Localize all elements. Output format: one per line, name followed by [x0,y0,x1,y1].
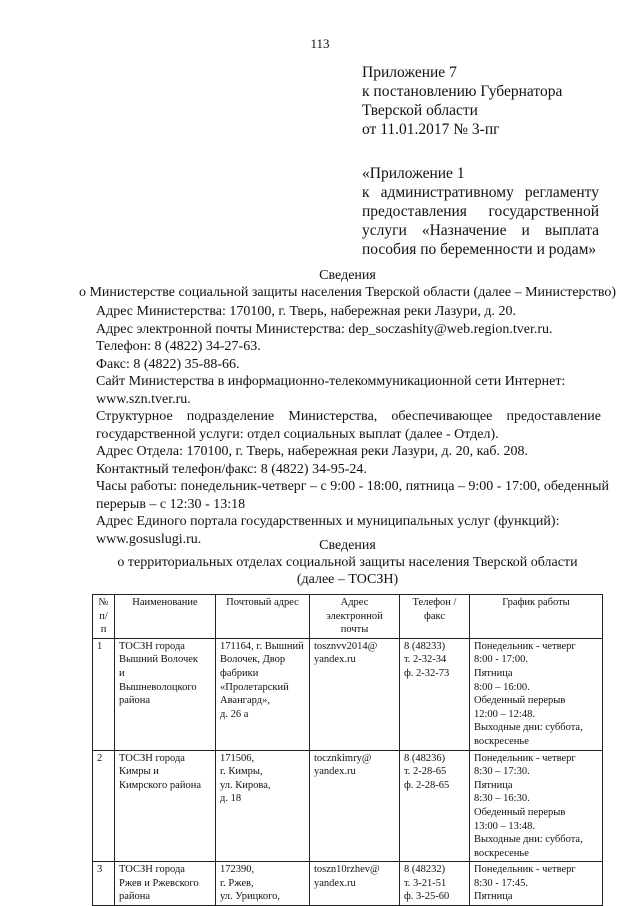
cell-line: Авангард», [220,695,270,707]
cell-line: Вышневолоцкого [119,681,197,693]
cell-line: Пятница [474,667,513,679]
cell-email [310,862,400,906]
tosz-section-title: Сведения [319,538,376,553]
cell-line: воскресенье [474,735,529,747]
cell-line: Выходные дни: суббота, [474,722,583,734]
ministry-fax: Факс: 8 (4822) 35-88-66. [96,356,240,372]
cell-line: электронной [326,610,383,622]
header-address [216,595,310,639]
ministry-phone: Телефон: 8 (4822) 34-27-63. [96,339,261,354]
ministry-section-subtitle: о Министерстве социальной защиты населения Тверской области (далее – Министерство) [78,285,617,300]
cell-line: № [98,597,109,608]
cell-line: 8:30 - 17:45. [474,877,528,889]
structural-unit-line: Структурное подразделение Министерства, обеспечивающее предоставление [96,409,601,424]
appendix-ref-line: «Приложение 1 [362,165,465,182]
department-address: Адрес Отдела: 170100, г. Тверь, набережная реки Лазури, д. 20, каб. 208. [96,444,529,459]
cell-line: Обеденный перерыв [474,695,566,707]
appendix-ref-line: предоставления государственной [362,203,599,220]
cell-line: Кимрского района [119,779,201,791]
cell-line: 8:00 - 17:00. [474,654,528,666]
cell-line: 8 (48236) [404,752,446,764]
appendix-ref-line: услуги «Назначение и выплата [362,222,599,239]
tosz-section-subtitle: (далее – ТОСЗН) [296,572,399,587]
working-hours: Часы работы: понедельник-четверг – с 9:00 - 18:00, пятница – 9:00 - 17:00, обеденный [96,479,610,494]
cell-address [216,862,310,906]
cell-line: Кимры и [119,766,159,778]
cell-schedule [470,638,603,750]
cell-line: ТОСЗН города [119,864,185,876]
cell-line: Наименование [132,597,198,608]
cell-line: 171164, г. Вышний [220,640,304,652]
cell-line: г. Ржев, [220,877,254,889]
cell-line: Волочек, Двор [220,654,286,666]
cell-line: района [119,695,151,707]
cell-line: ТОСЗН города [119,640,185,652]
cell-num [93,638,115,750]
table-row [93,862,603,906]
cell-line: п [100,624,107,636]
table-row [93,638,603,750]
table-row [93,750,603,862]
ministry-site-label: Сайт Министерства в информационно-телекоммуникационной сети Интернет: [96,374,566,389]
cell-line: п/ [99,610,108,622]
header-num [93,595,115,639]
cell-phone [400,638,470,750]
cell-line: 171506, [220,752,255,764]
cell-line: воскресенье [474,847,529,859]
ministry-section-title: Сведения [319,268,376,283]
appendix-header-line: Тверской области [362,102,478,119]
cell-line: ф. 2-28-65 [404,779,450,791]
cell-name [115,638,216,750]
cell-line: 2 [97,752,103,764]
ministry-address: Адрес Министерства: 170100, г. Тверь, набережная реки Лазури, д. 20. [96,304,516,319]
cell-line: г. Кимры, [220,766,263,778]
cell-schedule [470,862,603,906]
cell-line: 8:30 – 16:30. [474,793,530,805]
cell-email [310,750,400,862]
contact-phone: Контактный телефон/факс: 8 (4822) 34-95-24. [96,461,367,477]
cell-line: д. 18 [220,793,242,805]
appendix-header [362,63,562,139]
cell-num [93,750,115,862]
cell-line: Обеденный перерыв [474,806,566,818]
cell-line: т. 3-21-51 [404,877,447,889]
cell-line: yandex.ru [314,654,356,666]
portal-url[interactable]: www.gosuslugi.ru. [96,531,202,547]
cell-line: toszn10rzhev@ [314,864,380,876]
cell-line: ул. Урицкого, [220,891,281,903]
ministry-email: Адрес электронной почты Министерства: dep_soczashity@web.region.tver.ru. [96,321,553,337]
cell-line: Почтовый адрес [226,597,299,608]
appendix-header-line: к постановлению Губернатора [362,83,563,100]
cell-name [115,750,216,862]
cell-schedule [470,750,603,862]
appendix-reference [362,164,599,259]
cell-line: Вышний Волочек [119,654,199,666]
appendix-ref-line: к административному регламенту [362,184,599,201]
cell-email [310,638,400,750]
cell-line: 172390, [220,864,255,876]
cell-line: tocznkimry@ [314,752,372,764]
cell-line: Ржев и Ржевского [119,877,199,889]
cell-line: ф. 2-32-73 [404,667,450,679]
cell-line: д. 26 а [220,708,249,720]
cell-line: 8:00 – 16:00. [474,681,530,693]
header-phone [400,595,470,639]
cell-line: почты [340,624,369,636]
cell-line: 8:30 – 17:30. [474,766,530,778]
cell-line: 8 (48232) [404,864,446,876]
page-number: 113 [310,36,330,51]
cell-line: yandex.ru [314,877,356,889]
cell-name [115,862,216,906]
cell-line: Адрес [340,597,369,608]
tosz-table [92,594,603,906]
cell-line: «Пролетарский [220,681,289,693]
cell-line: Выходные дни: суббота, [474,834,583,846]
structural-unit-line: государственной услуги: отдел социальных выплат (далее - Отдел). [96,426,499,442]
header-email [310,595,400,639]
cell-line: Пятница [474,891,513,903]
cell-address [216,750,310,862]
cell-line: факс [424,610,445,622]
cell-line: Пятница [474,779,513,791]
cell-line: Понедельник - четверг [474,864,576,876]
cell-line: 12:00 – 12:48. [474,708,535,720]
cell-phone [400,862,470,906]
cell-line: фабрики [220,667,259,679]
cell-line: т. 2-28-65 [404,766,447,778]
tosz-section-subtitle: о территориальных отделах социальной защиты населения Тверской области [117,555,578,570]
working-hours: перерыв – с 12:30 - 13:18 [96,496,246,512]
cell-line: района [119,891,151,903]
cell-line: 8 (48233) [404,640,446,652]
cell-line: tosznvv2014@ [314,640,378,652]
header-schedule [470,595,603,639]
cell-line: 13:00 – 13:48. [474,820,535,832]
ministry-site-url[interactable]: www.szn.tver.ru. [96,391,191,407]
cell-address [216,638,310,750]
appendix-header-line: Приложение 7 [362,64,457,81]
cell-line: График работы [502,597,570,608]
header-name [115,595,216,639]
cell-line: ТОСЗН города [119,752,185,764]
cell-line: 3 [97,864,103,876]
cell-line: ул. Кирова, [220,779,271,791]
table-header-row [93,595,603,639]
cell-line: 1 [97,640,103,652]
cell-phone [400,750,470,862]
cell-line: ф. 3-25-60 [404,891,450,903]
ministry-info [96,303,610,548]
cell-line: Понедельник - четверг [474,640,576,652]
cell-num [93,862,115,906]
cell-line: yandex.ru [314,766,356,778]
cell-line: и [119,667,125,679]
cell-line: Понедельник - четверг [474,752,576,764]
portal-label: Адрес Единого портала государственных и муниципальных услуг (функций): [96,514,560,529]
cell-line: т. 2-32-34 [404,654,447,666]
cell-line: Телефон / [412,597,457,608]
appendix-header-line: от 11.01.2017 № 3-пг [362,121,500,138]
appendix-ref-line: пособия по беременности и родам» [362,241,597,258]
